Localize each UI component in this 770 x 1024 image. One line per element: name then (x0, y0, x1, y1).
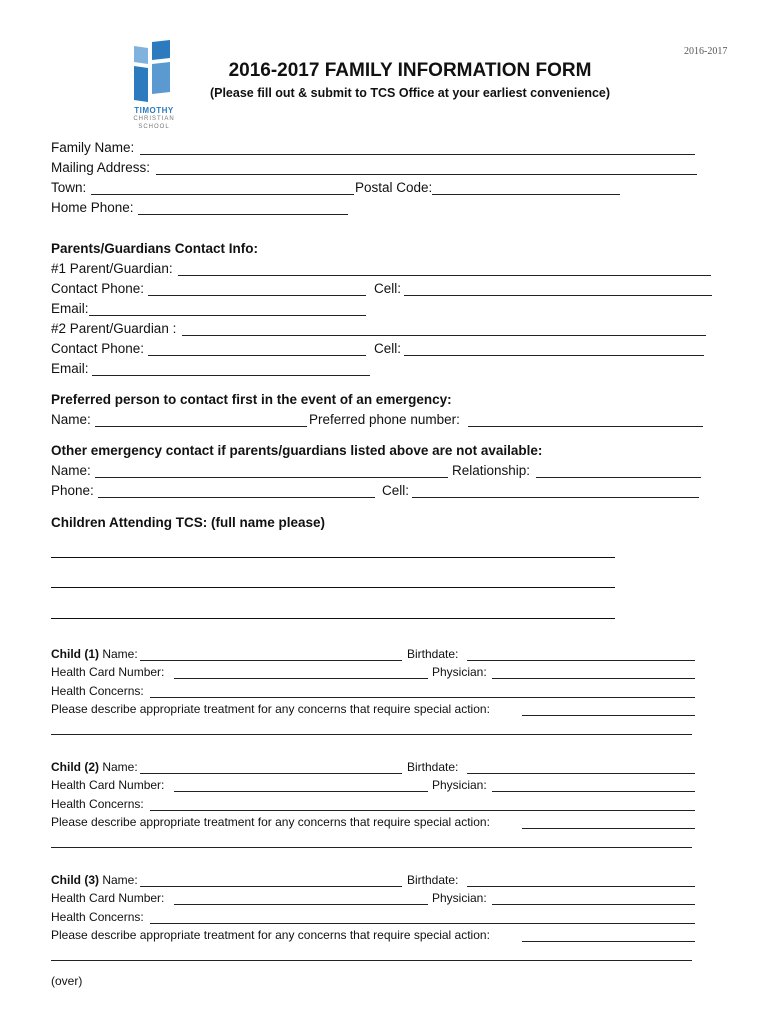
town-label: Town: (51, 180, 87, 195)
postal-code-label: Postal Code: (355, 180, 433, 195)
child1-treatment-field[interactable] (522, 715, 695, 716)
child3-name-label: Name: (102, 873, 138, 887)
child2-treatment-line-2[interactable] (51, 847, 692, 848)
parent2-phone-label: Contact Phone: (51, 341, 145, 356)
child1-treatment-label: Please describe appropriate treatment for any concerns that require special action: (51, 702, 490, 716)
child3-treatment-line-2[interactable] (51, 960, 692, 961)
parent1-email-field[interactable] (89, 315, 366, 316)
relationship-label: Relationship: (452, 463, 531, 478)
child3-concerns-label: Health Concerns: (51, 910, 144, 924)
child1-name-label: Name: (102, 647, 138, 661)
parent1-phone-label: Contact Phone: (51, 281, 145, 296)
child1-concerns-label: Health Concerns: (51, 684, 144, 698)
child3-treatment-label: Please describe appropriate treatment for any concerns that require special action: (51, 928, 490, 942)
child3-treatment-field[interactable] (522, 941, 695, 942)
preferred-name-field[interactable] (95, 426, 307, 427)
child3-physician-field[interactable] (492, 904, 695, 905)
over-note: (over) (51, 974, 83, 988)
parent1-cell-field[interactable] (404, 295, 712, 296)
child-name-line-2[interactable] (51, 587, 615, 588)
parent2-email-field[interactable] (92, 375, 370, 376)
child2-birthdate-field[interactable] (467, 773, 695, 774)
parent1-label: #1 Parent/Guardian: (51, 261, 173, 276)
child2-physician-field[interactable] (492, 791, 695, 792)
form-subtitle: (Please fill out & submit to TCS Office at your earliest convenience) (209, 86, 611, 100)
parent2-email-label: Email: (51, 361, 89, 376)
child1-name-row (51, 647, 138, 661)
child1-health-card-field[interactable] (174, 678, 428, 679)
child3-birthdate-label: Birthdate: (407, 873, 459, 887)
mailing-address-field[interactable] (156, 174, 697, 175)
family-name-label: Family Name: (51, 140, 135, 155)
home-phone-field[interactable] (138, 214, 348, 215)
parents-heading: Parents/Guardians Contact Info: (51, 241, 259, 256)
child1-physician-field[interactable] (492, 678, 695, 679)
family-name-field[interactable] (140, 154, 695, 155)
home-phone-label: Home Phone: (51, 200, 134, 215)
other-cell-label: Cell: (382, 483, 410, 498)
year-tag: 2016-2017 (684, 46, 728, 57)
parent1-email-label: Email: (51, 301, 89, 316)
form-title: 2016-2017 FAMILY INFORMATION FORM (228, 60, 592, 81)
preferred-name-label: Name: (51, 412, 91, 427)
logo-school-name: TIMOTHY (134, 106, 174, 115)
child3-title: Child (3) (51, 873, 99, 887)
child-name-line-1[interactable] (51, 557, 615, 558)
child1-birthdate-field[interactable] (467, 660, 695, 661)
parent1-phone-field[interactable] (148, 295, 366, 296)
child2-name-field[interactable] (140, 773, 402, 774)
other-name-field[interactable] (95, 477, 448, 478)
child1-treatment-line-2[interactable] (51, 734, 692, 735)
child2-name-row (51, 760, 138, 774)
child1-name-field[interactable] (140, 660, 402, 661)
postal-code-field[interactable] (432, 194, 620, 195)
logo-line-2: CHRISTIAN (133, 116, 175, 122)
parent2-label: #2 Parent/Guardian : (51, 321, 177, 336)
child2-health-card-label: Health Card Number: (51, 778, 165, 792)
child2-treatment-label: Please describe appropriate treatment for any concerns that require special action: (51, 815, 490, 829)
parent1-cell-label: Cell: (374, 281, 402, 296)
other-name-label: Name: (51, 463, 91, 478)
parent2-cell-field[interactable] (404, 355, 704, 356)
child1-concerns-field[interactable] (150, 697, 695, 698)
other-phone-label: Phone: (51, 483, 94, 498)
parent2-phone-field[interactable] (148, 355, 366, 356)
other-cell-field[interactable] (412, 497, 699, 498)
child3-concerns-field[interactable] (150, 923, 695, 924)
preferred-phone-field[interactable] (468, 426, 703, 427)
child3-name-row (51, 873, 138, 887)
child3-birthdate-field[interactable] (467, 886, 695, 887)
preferred-phone-label: Preferred phone number: (309, 412, 460, 427)
other-phone-field[interactable] (98, 497, 375, 498)
other-contact-heading: Other emergency contact if parents/guardians listed above are not available: (51, 443, 543, 458)
child-name-line-3[interactable] (51, 618, 615, 619)
child2-title: Child (2) (51, 760, 99, 774)
child3-name-field[interactable] (140, 886, 402, 887)
child1-physician-label: Physician: (432, 665, 487, 679)
child1-health-card-label: Health Card Number: (51, 665, 165, 679)
child2-health-card-field[interactable] (174, 791, 428, 792)
parent2-cell-label: Cell: (374, 341, 402, 356)
town-field[interactable] (91, 194, 354, 195)
child2-concerns-label: Health Concerns: (51, 797, 144, 811)
children-heading: Children Attending TCS: (full name please) (51, 515, 326, 530)
parent2-field[interactable] (182, 335, 706, 336)
child2-physician-label: Physician: (432, 778, 487, 792)
child1-title: Child (1) (51, 647, 99, 661)
mailing-address-label: Mailing Address: (51, 160, 151, 175)
child3-physician-label: Physician: (432, 891, 487, 905)
preferred-heading: Preferred person to contact first in the event of an emergency: (51, 392, 452, 407)
logo-line-3: SCHOOL (138, 124, 170, 130)
child2-concerns-field[interactable] (150, 810, 695, 811)
parent1-field[interactable] (178, 275, 711, 276)
child2-treatment-field[interactable] (522, 828, 695, 829)
relationship-field[interactable] (536, 477, 701, 478)
child3-health-card-field[interactable] (174, 904, 428, 905)
child3-health-card-label: Health Card Number: (51, 891, 165, 905)
child1-birthdate-label: Birthdate: (407, 647, 459, 661)
child2-name-label: Name: (102, 760, 138, 774)
child2-birthdate-label: Birthdate: (407, 760, 459, 774)
